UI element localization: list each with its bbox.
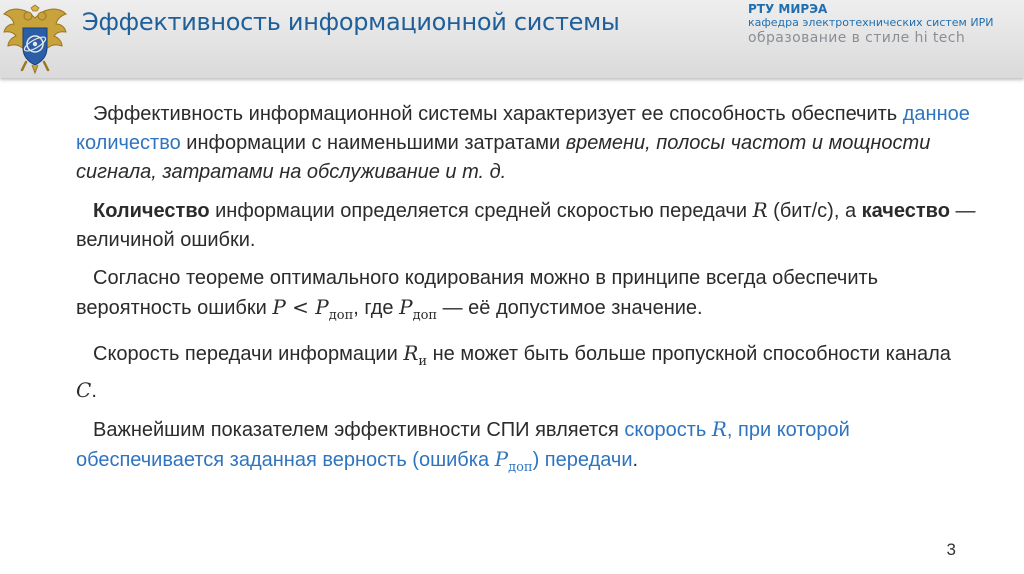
paragraph-quantity-quality [76,196,976,255]
text-run: , при которой обеспечивается заданная верность (ошибка [76,419,850,471]
math-symbol: C [76,378,92,402]
math-formula [494,447,533,475]
text-run: Скорость передачи информации [93,343,404,365]
math-subscript: доп [328,308,354,323]
text-run: не может быть больше пропускной способности канала [427,343,951,365]
text-run: Согласно теореме оптимального кодирования можно в принципе всегда обеспечить вероятность ошибки [76,267,879,319]
math-symbol: R [711,417,727,441]
text-run: — величиной ошибки. [76,200,976,251]
university-brand [748,2,1020,48]
text-run: (бит/с), а [767,200,862,222]
text-run: , где [353,297,400,319]
italic-text: времени, полосы частот и мощности сигнала, затратами на обслуживание и т. д. [76,132,931,183]
text-run: — её допустимое значение. [437,297,703,319]
math-symbol: R [403,341,419,365]
bold-term: качество [861,200,950,222]
text-run: ) передачи [532,449,633,471]
text-run: Важнейшим показателем эффективности СПИ является [93,419,625,441]
slide-content [76,100,976,491]
brand-org: РТУ МИРЭА [748,2,828,16]
math-symbol: P < P [272,295,329,319]
text-run: скорость [624,419,712,441]
math-subscript: доп [508,460,533,475]
math-symbol: P [399,295,413,319]
text-run: информации определяется средней скоростью передачи [209,200,753,222]
math-symbol: P [494,447,509,471]
highlighted-term: данное количество [76,103,970,154]
paragraph-optimal-coding [76,264,976,330]
text-run: информации с наименьшими затратами [180,132,566,154]
paragraph-efficiency-definition [76,100,976,187]
paragraph-key-indicator [76,415,976,482]
slide-title: Эффективность информационной системы [82,8,620,36]
text-run: . [91,380,97,402]
brand-motto: образование в стиле hi tech [748,30,966,46]
eagle-emblem-icon [2,4,68,74]
slide-header [0,0,1024,78]
math-subscript: и [418,354,428,369]
text-run: Эффективность информационной системы характеризует ее способность обеспечить [93,103,903,125]
paragraph-channel-capacity [76,339,976,406]
page-number: 3 [946,540,956,559]
brand-department: кафедра электротехнических систем ИРИ [748,16,994,29]
math-formula [399,295,438,323]
bold-term: Количество [93,200,210,222]
math-symbol: R [752,198,768,222]
math-subscript: доп [412,308,438,323]
text-run: . [632,449,639,471]
math-formula [403,341,428,369]
math-formula [272,295,354,323]
